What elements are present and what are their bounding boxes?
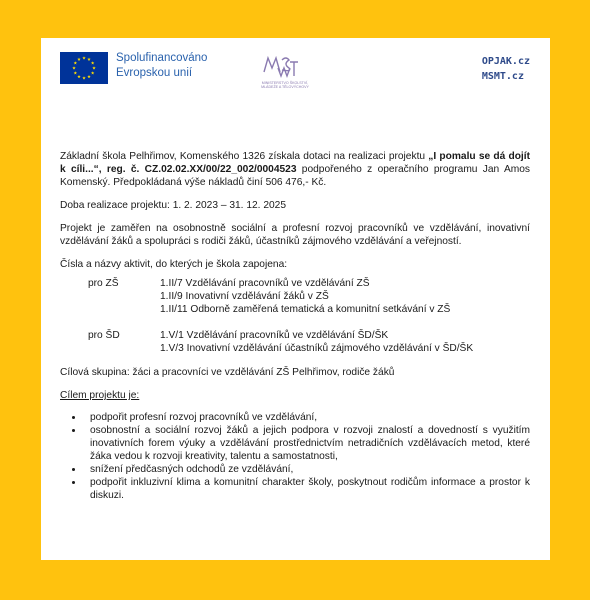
eu-line-1: Spolufinancováno bbox=[116, 52, 208, 64]
activities-list bbox=[60, 277, 530, 355]
activity-item: 1.V/1 Vzdělávání pracovníků ve vzdělávání ŠD/ŠK bbox=[160, 330, 389, 341]
msmt-link[interactable]: MSMT.cz bbox=[481, 71, 524, 82]
document-body bbox=[60, 150, 530, 502]
goal-item: • osobnostní a sociální rozvoj žáků a jejich podpora v rozvoji znalostí a dovedností s využitím inovativních forem výuky a vzdělávání prostřednictvím netradičních vzdělávacích metod, které žáka vedou k rozvoji kreativity, talentu a samostatnosti, bbox=[84, 424, 530, 463]
msmt-caption-line-2: MLÁDEŽE A TĚLOVÝCHOVY bbox=[261, 85, 309, 90]
eu-line-2: Evropskou unií bbox=[116, 67, 193, 79]
activity-group-label: pro ZŠ bbox=[88, 278, 119, 289]
goal-item: • podpořit profesní rozvoj pracovníků ve vzdělávání, bbox=[84, 411, 530, 424]
activity-items bbox=[160, 329, 473, 355]
activity-item: 1.V/3 Inovativní vzdělávání účastníků zájmového vzdělávání v ŠD/ŠK bbox=[160, 343, 474, 354]
intro-text-2: podpořeného z operačního programu Jan Amos Komenský. Předpokládaná výše nákladů činí 506 476,- Kč. bbox=[60, 164, 530, 188]
opjak-link[interactable]: OPJAK.cz bbox=[481, 56, 530, 67]
activity-group-label: pro ŠD bbox=[88, 330, 120, 341]
activity-item: 1.II/11 Odborně zaměřená tematická a komunitní setkávání v ZŠ bbox=[160, 304, 451, 315]
goal-item: • snížení předčasných odchodů ze vzdělávání, bbox=[84, 463, 530, 476]
msmt-logo bbox=[250, 50, 320, 96]
goals-heading-text: Cílem projektu je: bbox=[60, 390, 140, 401]
duration-paragraph: Doba realizace projektu: 1. 2. 2023 – 31. 12. 2025 bbox=[60, 200, 286, 211]
intro-paragraph bbox=[60, 150, 530, 189]
intro-text-1: Základní škola Pelhřimov, Komenského 1326 získala dotaci na realizaci projektu bbox=[60, 151, 429, 162]
activity-item: 1.II/9 Inovativní vzdělávání žáků v ZŠ bbox=[160, 291, 329, 302]
msmt-caption bbox=[250, 81, 320, 90]
goals-list bbox=[60, 411, 530, 502]
focus-paragraph: Projekt je zaměřen na osobnostně sociální a profesní rozvoj pracovníků ve vzdělávání, inovativní vzdělávání žáků a spolupráci s rodiči žáků, účastníků zájmového vzdělávání a veřejností. bbox=[60, 223, 530, 247]
logo-header bbox=[60, 50, 530, 98]
activity-item: 1.II/7 Vzdělávání pracovníků ve vzdělávání ZŠ bbox=[160, 278, 370, 289]
activity-group-zs bbox=[60, 277, 530, 316]
project-name: „I pomalu se dá dojít k cíli...“, reg. č. CZ.02.02.XX/00/22_002/0004523 bbox=[60, 151, 530, 175]
web-links bbox=[482, 54, 530, 84]
goal-item: • podpořit inkluzivní klima a komunitní charakter školy, poskytnout rodičům informace a prostor k diskuzi. bbox=[84, 476, 530, 502]
target-group-paragraph: Cílová skupina: žáci a pracovníci ve vzdělávání ZŠ Pelhřimov, rodiče žáků bbox=[60, 367, 395, 378]
eu-cofinanced-label bbox=[116, 51, 207, 81]
activities-intro: Čísla a názvy aktivit, do kterých je škola zapojena: bbox=[60, 259, 288, 270]
msmt-logo-icon bbox=[260, 50, 300, 80]
msmt-caption-line-1: MINISTERSTVO ŠKOLSTVÍ, bbox=[261, 81, 309, 85]
activity-items bbox=[160, 277, 450, 316]
goals-heading bbox=[60, 389, 530, 402]
eu-flag-icon bbox=[60, 52, 108, 84]
activity-group-sd bbox=[60, 329, 530, 355]
